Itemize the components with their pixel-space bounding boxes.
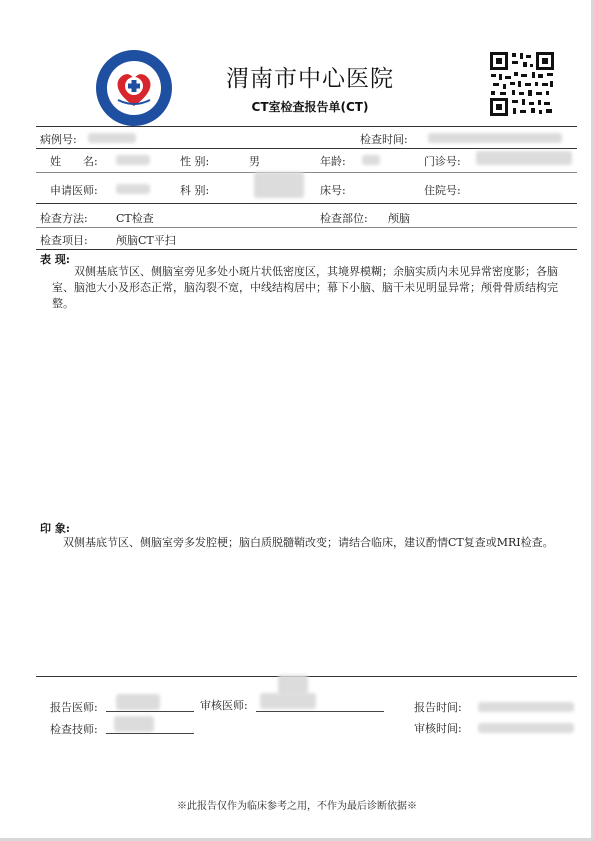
impression-label: 印 象: (40, 522, 70, 535)
findings-label: 表 现: (40, 253, 70, 266)
case-no-value (88, 133, 136, 143)
hospital-logo (94, 48, 174, 128)
qr-code (488, 50, 556, 118)
info-row-3 (36, 178, 576, 200)
clinic-no-label: 门诊号: (424, 155, 461, 168)
technician-value (114, 716, 154, 732)
report-time-value (478, 702, 574, 712)
review-doctor-value (260, 693, 316, 709)
age-label: 年龄: (320, 155, 346, 168)
name-label: 姓 名: (50, 155, 98, 168)
findings-text: 双侧基底节区、侧脑室旁见多处小斑片状低密度区，其境界模糊；余脑实质内未见异常密度影；各脑室、脑池大小及形态正常，脑沟裂不宽，中线结构居中；幕下小脑、脑干未见明显异常；颅骨骨质结构完整。 (52, 265, 558, 310)
item-value: 颅脑CT平扫 (116, 234, 176, 247)
info-row-5 (36, 228, 576, 250)
doctor-label: 申请医师: (50, 184, 98, 197)
item-label: 检查项目: (40, 234, 88, 247)
site-value: 颅脑 (388, 212, 410, 225)
info-row-2 (36, 149, 576, 171)
stamp-smudge (278, 675, 308, 695)
report-doctor-label: 报告医师: (50, 701, 98, 714)
exam-time-value (428, 133, 562, 143)
dept-label: 科 别: (180, 184, 210, 197)
divider (36, 203, 577, 204)
doctor-value (116, 184, 150, 194)
divider (36, 249, 577, 250)
disclaimer-note: ※此报告仅作为临床参考之用，不作为最后诊断依据※ (177, 801, 417, 812)
gender-label: 性 别: (180, 155, 210, 168)
inpatient-no-label: 住院号: (424, 184, 461, 197)
technician-line (106, 733, 194, 734)
name-value (116, 155, 150, 165)
bed-label: 床号: (320, 184, 346, 197)
report-title: CT室检查报告单(CT) (251, 100, 369, 114)
gender-value: 男 (249, 155, 260, 168)
divider (36, 172, 577, 173)
case-no-label: 病例号: (40, 133, 77, 146)
report-doctor-line (106, 711, 194, 712)
site-label: 检查部位: (320, 212, 368, 225)
hospital-name: 渭南市中心医院 (226, 66, 394, 92)
report-doctor-value (116, 694, 160, 710)
method-label: 检查方法: (40, 212, 88, 225)
review-time-label: 审核时间: (414, 722, 462, 735)
review-doctor-line (256, 711, 384, 712)
clinic-no-value (476, 151, 572, 165)
report-time-label: 报告时间: (414, 701, 462, 714)
info-row-4 (36, 206, 576, 228)
review-doctor-label: 审核医师: (200, 699, 248, 712)
review-time-value (478, 723, 574, 733)
info-row-1 (36, 127, 576, 149)
age-value (362, 155, 380, 165)
dept-value (254, 172, 304, 198)
technician-label: 检查技师: (50, 723, 98, 736)
impression-text: 双侧基底节区、侧脑室旁多发腔梗；脑白质脱髓鞘改变；请结合临床，建议酌情CT复查或MRI检查。 (63, 536, 554, 549)
method-value: CT检查 (116, 212, 154, 225)
exam-time-label: 检查时间: (360, 133, 408, 146)
